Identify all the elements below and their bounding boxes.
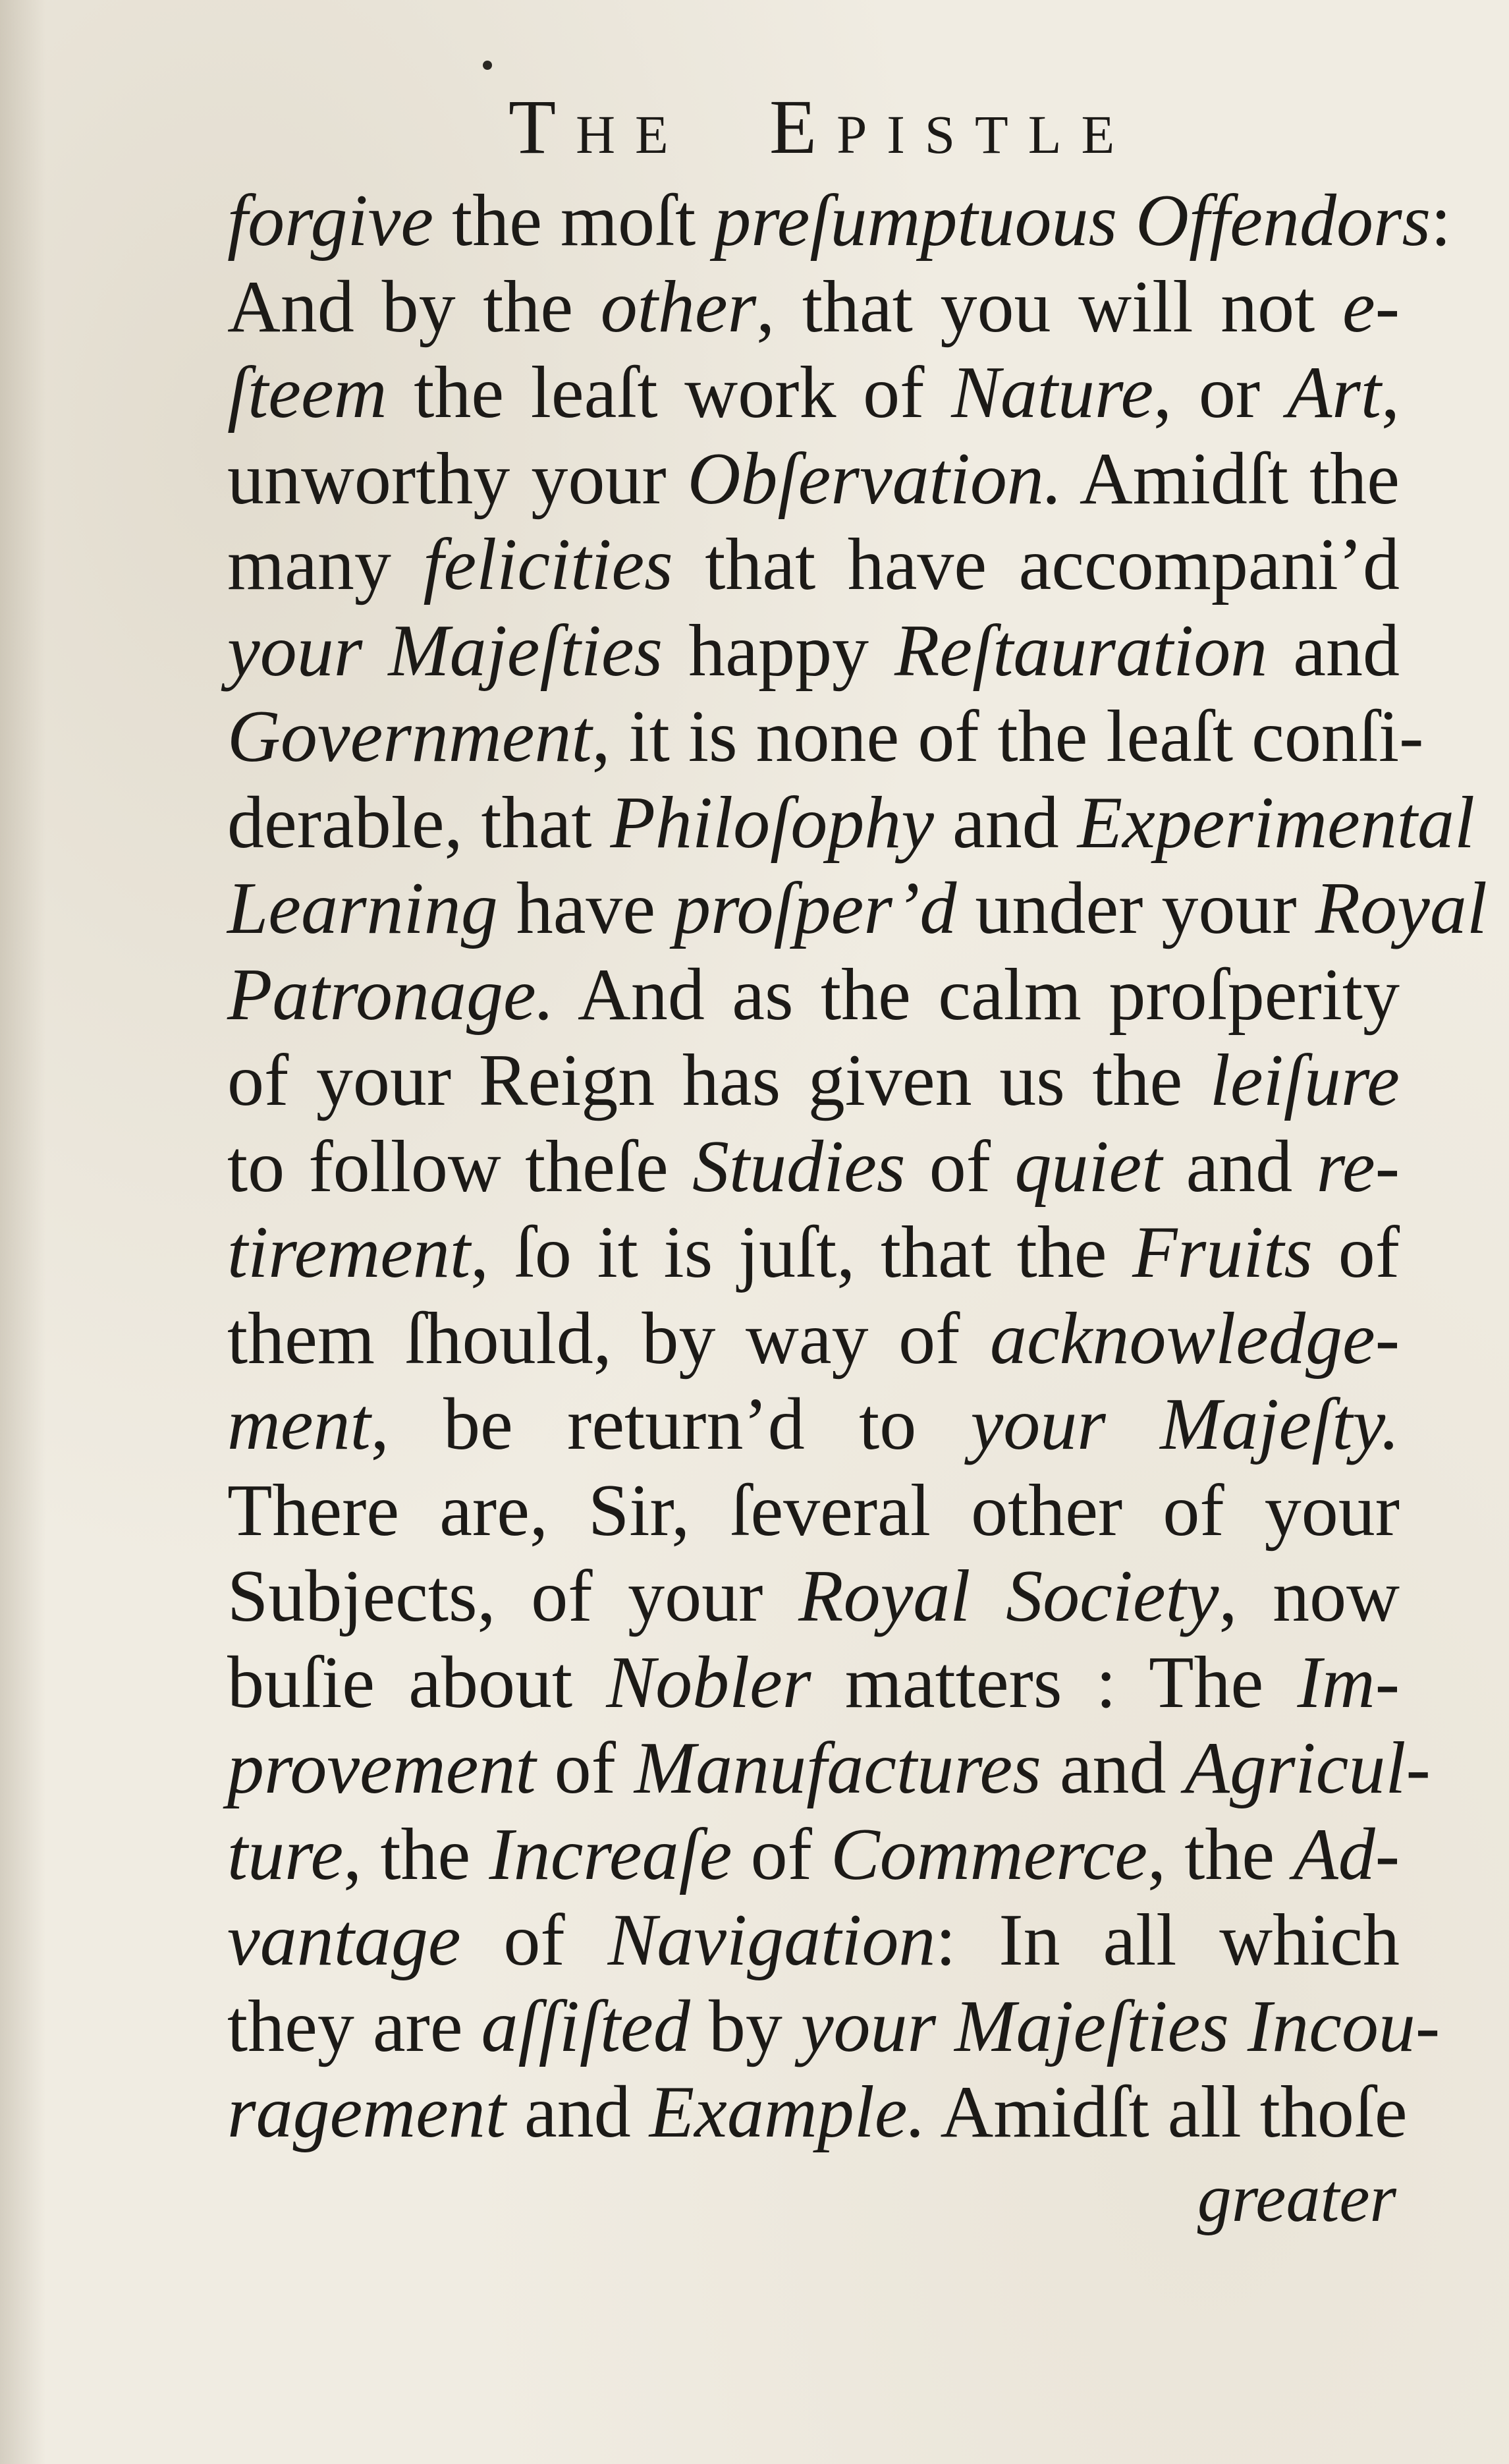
roman-text-run: of your Reign has given us the <box>227 1040 1210 1121</box>
italic-text-run: Nature <box>951 352 1154 434</box>
italic-text-run: Commerce <box>831 1813 1148 1895</box>
roman-text-run: and <box>506 2071 649 2153</box>
roman-text-run: many <box>227 524 424 605</box>
italic-text-run: your Majeſties Incou- <box>800 1985 1440 2067</box>
text-line <box>227 952 1400 1038</box>
italic-text-run: ment <box>227 1384 371 1465</box>
roman-text-run: they are <box>227 1985 481 2067</box>
italic-text-run: tirement <box>227 1212 471 1293</box>
italic-text-run: Royal Society <box>798 1555 1219 1637</box>
italic-text-run: ture <box>227 1813 344 1895</box>
text-line <box>227 1210 1400 1296</box>
italic-text-run: Im- <box>1297 1641 1400 1723</box>
page-edge-shadow <box>0 0 46 2464</box>
roman-text-run: : <box>1431 180 1452 262</box>
italic-text-run: vantage <box>227 1899 461 1981</box>
text-line <box>227 608 1400 694</box>
roman-text-run: , now <box>1219 1555 1400 1637</box>
roman-text-run: , <box>1381 352 1400 434</box>
roman-text-run: them ſhould, by way of <box>227 1297 991 1380</box>
roman-text-run: And by the <box>227 266 601 348</box>
roman-text-run: Amidſt all thoſe <box>925 2071 1408 2153</box>
italic-text-run: Increaſe <box>489 1813 732 1895</box>
roman-text-run: buſie about <box>227 1641 607 1723</box>
text-line <box>227 1640 1400 1726</box>
italic-text-run: Obſervation. <box>687 437 1062 520</box>
italic-text-run: Agricul- <box>1184 1727 1431 1809</box>
roman-text-run: matters : The <box>811 1641 1298 1723</box>
roman-text-run: and <box>1041 1727 1185 1809</box>
italic-text-run: Art <box>1286 352 1382 434</box>
roman-text-run: of <box>1313 1212 1400 1293</box>
italic-text-run: Studies <box>692 1125 906 1208</box>
roman-text-run: happy <box>663 609 895 692</box>
italic-text-run: Nobler <box>606 1641 811 1723</box>
roman-text-run: , be return’d to <box>370 1384 971 1465</box>
running-head <box>0 84 1509 170</box>
italic-text-run: ragement <box>227 2071 507 2153</box>
roman-text-run: that have accompani’d <box>672 524 1400 605</box>
roman-text-run: under your <box>956 868 1315 949</box>
roman-text-run: and <box>1162 1125 1317 1208</box>
text-line <box>227 694 1424 780</box>
running-head-word-1: The <box>508 84 688 170</box>
body-text <box>227 178 1487 2156</box>
text-line <box>227 866 1487 952</box>
text-line <box>227 780 1475 866</box>
roman-text-run: and <box>933 781 1078 864</box>
italic-text-run: Manufactures <box>634 1727 1041 1809</box>
italic-text-run: Reſtauration <box>894 609 1268 692</box>
text-line <box>227 1382 1400 1468</box>
italic-text-run: leiſure <box>1209 1040 1400 1121</box>
roman-text-run: , the <box>1147 1813 1294 1895</box>
italic-text-run: e- <box>1342 266 1400 348</box>
text-line <box>227 1124 1400 1210</box>
italic-text-run: Example. <box>649 2071 926 2153</box>
roman-text-run: of <box>535 1727 634 1809</box>
roman-text-run: Amidſt the <box>1062 437 1400 520</box>
italic-text-run: Ad- <box>1293 1813 1400 1895</box>
roman-text-run: to follow theſe <box>227 1125 692 1208</box>
printer-dot-mark <box>483 61 492 70</box>
catchword: greater <box>1197 2160 1396 2236</box>
italic-text-run: Government <box>227 696 592 777</box>
roman-text-run: And as the calm proſperity <box>554 953 1400 1036</box>
roman-text-run: : In all which <box>935 1899 1400 1981</box>
roman-text-run: Subjects, of your <box>227 1555 799 1637</box>
text-line <box>227 1554 1400 1640</box>
italic-text-run: ſteem <box>227 352 387 434</box>
roman-text-run: the moſt <box>433 180 715 262</box>
roman-text-run: , it is none of the leaſt conſi- <box>591 696 1424 777</box>
roman-text-run: by <box>690 1985 801 2067</box>
italic-text-run: Patronage. <box>227 953 555 1036</box>
roman-text-run: There are, Sir, ſeveral other of your <box>227 1469 1400 1552</box>
running-head-word-2: Epistle <box>769 84 1135 170</box>
italic-text-run: Navigation <box>607 1899 936 1981</box>
italic-text-run: quiet <box>1014 1125 1163 1208</box>
text-line <box>227 178 1452 264</box>
italic-text-run: your Majeſties <box>227 609 663 692</box>
roman-text-run: , that you will not <box>756 266 1342 348</box>
text-line <box>227 350 1400 436</box>
roman-text-run: derable, that <box>227 781 611 864</box>
roman-text-run: the leaſt work of <box>387 352 952 434</box>
text-line <box>227 1897 1400 1984</box>
roman-text-run: of <box>460 1899 608 1981</box>
text-line <box>227 1296 1400 1382</box>
italic-text-run: other <box>600 266 757 348</box>
italic-text-run: aſſiſted <box>481 1985 690 2067</box>
roman-text-run: and <box>1267 609 1400 692</box>
italic-text-run: felicities <box>423 524 673 605</box>
text-line <box>227 436 1400 522</box>
text-line <box>227 1725 1431 1812</box>
italic-text-run: Philoſophy <box>610 781 934 864</box>
italic-text-run: your Majeſty. <box>970 1384 1400 1465</box>
roman-text-run: unworthy your <box>227 437 688 520</box>
text-line <box>227 1038 1400 1124</box>
roman-text-run: , ſo it is juſt, that the <box>470 1212 1133 1293</box>
roman-text-run: , or <box>1153 352 1287 434</box>
text-line <box>227 1984 1440 2070</box>
roman-text-run: of <box>905 1125 1015 1208</box>
italic-text-run: Learning <box>227 868 498 949</box>
text-line <box>227 1468 1400 1554</box>
italic-text-run: Experimental <box>1077 781 1475 864</box>
italic-text-run: forgive <box>227 180 434 262</box>
italic-text-run: acknowledge- <box>990 1297 1400 1380</box>
text-line <box>227 264 1400 350</box>
italic-text-run: provement <box>227 1727 536 1809</box>
italic-text-run: proſper’d <box>674 868 957 949</box>
italic-text-run: Royal <box>1315 868 1487 949</box>
roman-text-run: have <box>497 868 674 949</box>
text-line <box>227 2069 1408 2156</box>
text-line <box>227 1812 1400 1898</box>
italic-text-run: re- <box>1316 1125 1400 1208</box>
italic-text-run: preſumptuous Offendors <box>714 180 1431 262</box>
roman-text-run: , the <box>343 1813 489 1895</box>
text-line <box>227 522 1400 608</box>
roman-text-run: of <box>732 1813 831 1895</box>
italic-text-run: Fruits <box>1132 1212 1313 1293</box>
